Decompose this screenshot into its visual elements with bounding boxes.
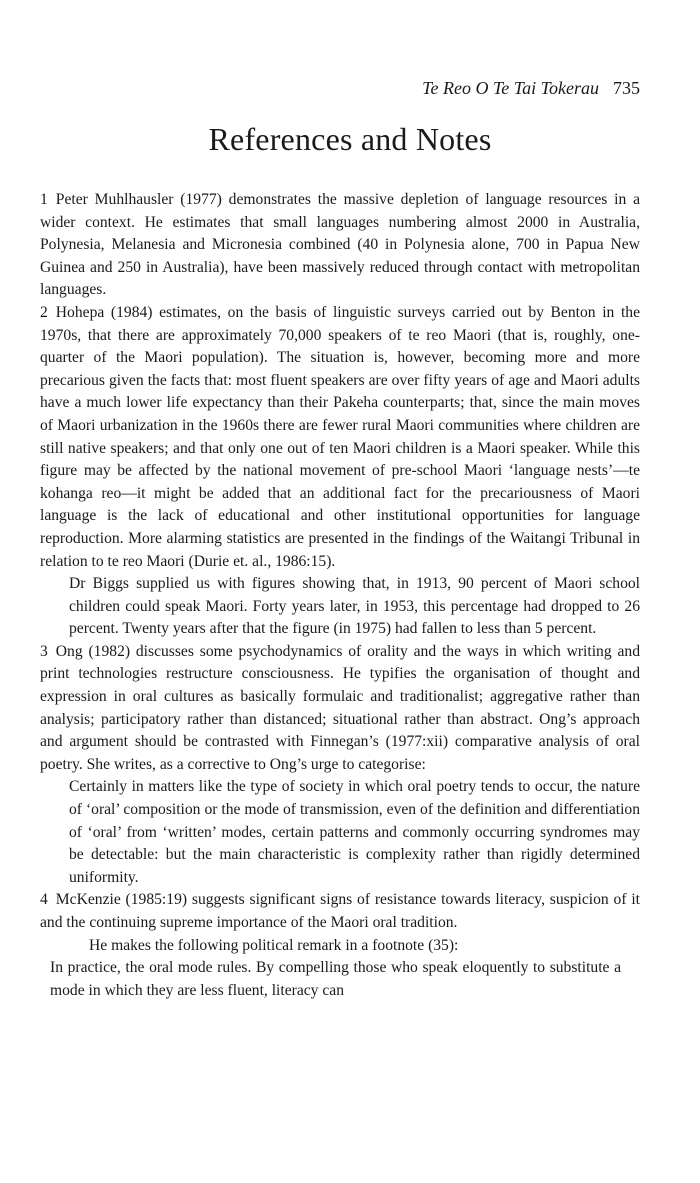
note-number: 1 bbox=[40, 191, 48, 208]
note-4-followup: He makes the following political remark in a footnote (35): bbox=[89, 936, 459, 954]
note-text: McKenzie (1985:19) suggests significant signs of resistance towards literacy, suspicion of it and the continuing supreme importance of the Maori oral tradition. bbox=[40, 891, 640, 931]
notes-list bbox=[40, 189, 640, 1002]
note-number: 3 bbox=[40, 642, 48, 660]
note-number: 2 bbox=[40, 303, 48, 321]
running-head-title: Te Reo O Te Tai Tokerau bbox=[422, 78, 599, 98]
note-4 bbox=[40, 889, 640, 934]
note-2-quote: Dr Biggs supplied us with figures showing that, in 1913, 90 percent of Maori school children could speak Maori. Forty years later, in 1953, this percentage had dropped to 26 percent. Twenty years after that the figure (in 1975) had fallen to less than 5 percent. bbox=[69, 575, 640, 638]
note-3-quote: Certainly in matters like the type of society in which oral poetry tends to occur, the nature of ‘oral’ composition or the mode of transmission, even of the definition and differentiation of ‘oral’ from ‘written’ modes, certain patterns and commonly occurring syndromes may be detectable: but the main characteristic is complexity rather than rigidly determined uniformity. bbox=[69, 778, 640, 886]
note-text: Ong (1982) discusses some psychodynamics of orality and the ways in which writing and print technologies restructure consciousness. He typifies the organisation of thought and expression in oral cultures as basically formulaic and traditionalist; aggregative rather than analysis; participatory rather than distanced; situational rather than abstract. Ong’s approach and argument should be contrasted with Finnegan’s (1977:xii) comparative analysis of oral poetry. She writes, as a corrective to Ong’s urge to categorise: bbox=[40, 642, 640, 773]
note-number: 4 bbox=[40, 891, 48, 909]
note-4-quote: In practice, the oral mode rules. By compelling those who speak eloquently to substitute a mode in which they are less fluent, literacy can bbox=[50, 959, 621, 999]
note-2 bbox=[40, 302, 640, 573]
running-head bbox=[422, 78, 640, 99]
note-text: Hohepa (1984) estimates, on the basis of linguistic surveys carried out by Benton in the 1970s, that there are approximately 70,000 speakers of te reo Maori (that is, roughly, one-quarter of the Maori population). The situation is, however, becoming more and more precarious given the facts that: most fluent speakers are over fifty years of age and Maori adults have a much lower life expectancy than their Pakeha counterparts; that, since the main moves of Maori urbanization in the 1960s there are fewer rural Maori communities where children are still native speakers; and that only one out of ten Maori children is a Maori speaker. While this figure may be affected by the national movement of pre-school Maori ‘language nests’—te kohanga reo—it might be added that an additional fact for the precariousness of Maori language is the lack of educational and other institutional opportunities for language reproduction. More alarming statistics are presented in the findings of the Waitangi Tribunal in relation to te reo Maori (Durie et. al., 1986:15). bbox=[40, 303, 640, 570]
note-3 bbox=[40, 641, 640, 777]
section-title: References and Notes bbox=[208, 121, 492, 157]
note-text: Peter Muhlhausler (1977) demonstrates the massive depletion of language resources in a wider context. He estimates that small languages numbering almost 2000 in Australia, Polynesia, Melanesia and Micronesia combined (40 in Polynesia alone, 700 in Papua New Guinea and 250 in Australia), have been massively reduced through contact with metropolitan languages. bbox=[40, 191, 640, 299]
page-number: 735 bbox=[613, 78, 640, 98]
note-1 bbox=[40, 189, 640, 302]
